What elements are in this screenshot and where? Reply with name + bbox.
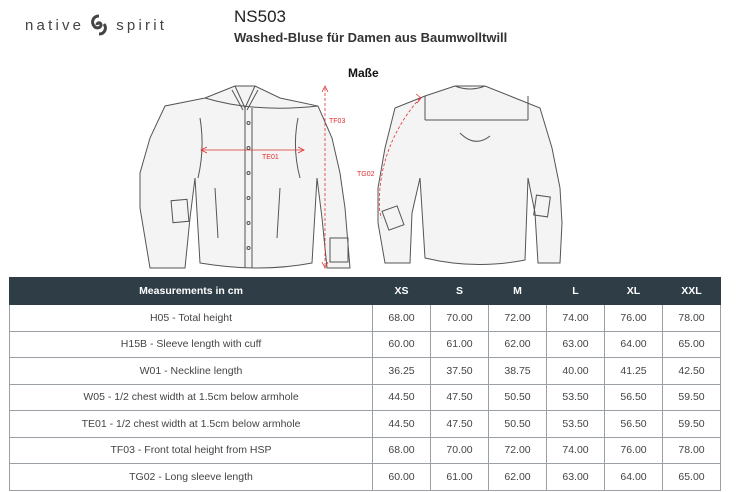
spiral-logo-icon [88, 14, 110, 36]
measurement-value-cell: 53.50 [547, 411, 605, 438]
measurement-value-cell: 62.00 [489, 331, 547, 358]
measurement-label-cell: W01 - Neckline length [10, 358, 373, 385]
measurement-value-cell: 41.25 [605, 358, 663, 385]
product-name: Washed-Bluse für Damen aus Baumwolltwill [234, 30, 508, 45]
measurement-value-cell: 42.50 [663, 358, 721, 385]
front-view-drawing [140, 86, 350, 268]
header-measurements: Measurements in cm [10, 278, 373, 305]
brand-name-left: native [25, 16, 85, 34]
measurement-value-cell: 40.00 [547, 358, 605, 385]
measurement-value-cell: 68.00 [373, 437, 431, 464]
measurement-value-cell: 72.00 [489, 305, 547, 332]
measurement-value-cell: 70.00 [431, 305, 489, 332]
size-chart-table [9, 277, 721, 491]
measurement-value-cell: 65.00 [663, 331, 721, 358]
measurement-value-cell: 47.50 [431, 384, 489, 411]
measurement-value-cell: 61.00 [431, 464, 489, 491]
brand-logo [25, 14, 167, 36]
measurement-value-cell: 62.00 [489, 464, 547, 491]
measurement-value-cell: 44.50 [373, 384, 431, 411]
measurement-value-cell: 50.50 [489, 411, 547, 438]
measurement-value-cell: 68.00 [373, 305, 431, 332]
measurement-value-cell: 70.00 [431, 437, 489, 464]
table-row [10, 331, 721, 358]
measurement-value-cell: 56.50 [605, 411, 663, 438]
table-row [10, 384, 721, 411]
measurement-value-cell: 37.50 [431, 358, 489, 385]
measurement-value-cell: 65.00 [663, 464, 721, 491]
header-xxl: XXL [663, 278, 721, 305]
measurement-value-cell: 76.00 [605, 437, 663, 464]
measurement-value-cell: 59.50 [663, 384, 721, 411]
label-tf03: TF03 [329, 118, 346, 125]
measurement-value-cell: 59.50 [663, 411, 721, 438]
measurement-value-cell: 38.75 [489, 358, 547, 385]
header-l: L [547, 278, 605, 305]
measurement-value-cell: 61.00 [431, 331, 489, 358]
header-s: S [431, 278, 489, 305]
measurement-value-cell: 78.00 [663, 437, 721, 464]
measurement-value-cell: 47.50 [431, 411, 489, 438]
measurement-value-cell: 74.00 [547, 437, 605, 464]
garment-drawings [0, 78, 736, 273]
table-row [10, 464, 721, 491]
measurement-value-cell: 64.00 [605, 464, 663, 491]
measurement-label-cell: H05 - Total height [10, 305, 373, 332]
table-row [10, 358, 721, 385]
measurement-value-cell: 60.00 [373, 331, 431, 358]
measurement-value-cell: 72.00 [489, 437, 547, 464]
measurement-value-cell: 44.50 [373, 411, 431, 438]
measurement-value-cell: 63.00 [547, 331, 605, 358]
measurement-value-cell: 36.25 [373, 358, 431, 385]
measurement-label-cell: TE01 - 1/2 chest width at 1.5cm below armhole [10, 411, 373, 438]
measurement-value-cell: 53.50 [547, 384, 605, 411]
section-title: Maße [348, 66, 379, 80]
label-te01: TE01 [262, 154, 279, 161]
measurement-value-cell: 63.00 [547, 464, 605, 491]
product-code: NS503 [234, 7, 286, 26]
back-view-drawing [378, 86, 562, 265]
measurement-value-cell: 60.00 [373, 464, 431, 491]
measurement-value-cell: 74.00 [547, 305, 605, 332]
brand-name-right: spirit [116, 16, 168, 34]
measurement-value-cell: 56.50 [605, 384, 663, 411]
table-row [10, 437, 721, 464]
header-xs: XS [373, 278, 431, 305]
measurement-value-cell: 78.00 [663, 305, 721, 332]
header-m: M [489, 278, 547, 305]
measurement-label-cell: W05 - 1/2 chest width at 1.5cm below armhole [10, 384, 373, 411]
table-header-row [10, 278, 721, 305]
label-tg02: TG02 [357, 171, 375, 178]
table-row [10, 305, 721, 332]
measurement-label-cell: TG02 - Long sleeve length [10, 464, 373, 491]
header-xl: XL [605, 278, 663, 305]
measurement-value-cell: 64.00 [605, 331, 663, 358]
measurement-label-cell: TF03 - Front total height from HSP [10, 437, 373, 464]
measurement-value-cell: 50.50 [489, 384, 547, 411]
measurement-label-cell: H15B - Sleeve length with cuff [10, 331, 373, 358]
measurement-value-cell: 76.00 [605, 305, 663, 332]
table-row [10, 411, 721, 438]
